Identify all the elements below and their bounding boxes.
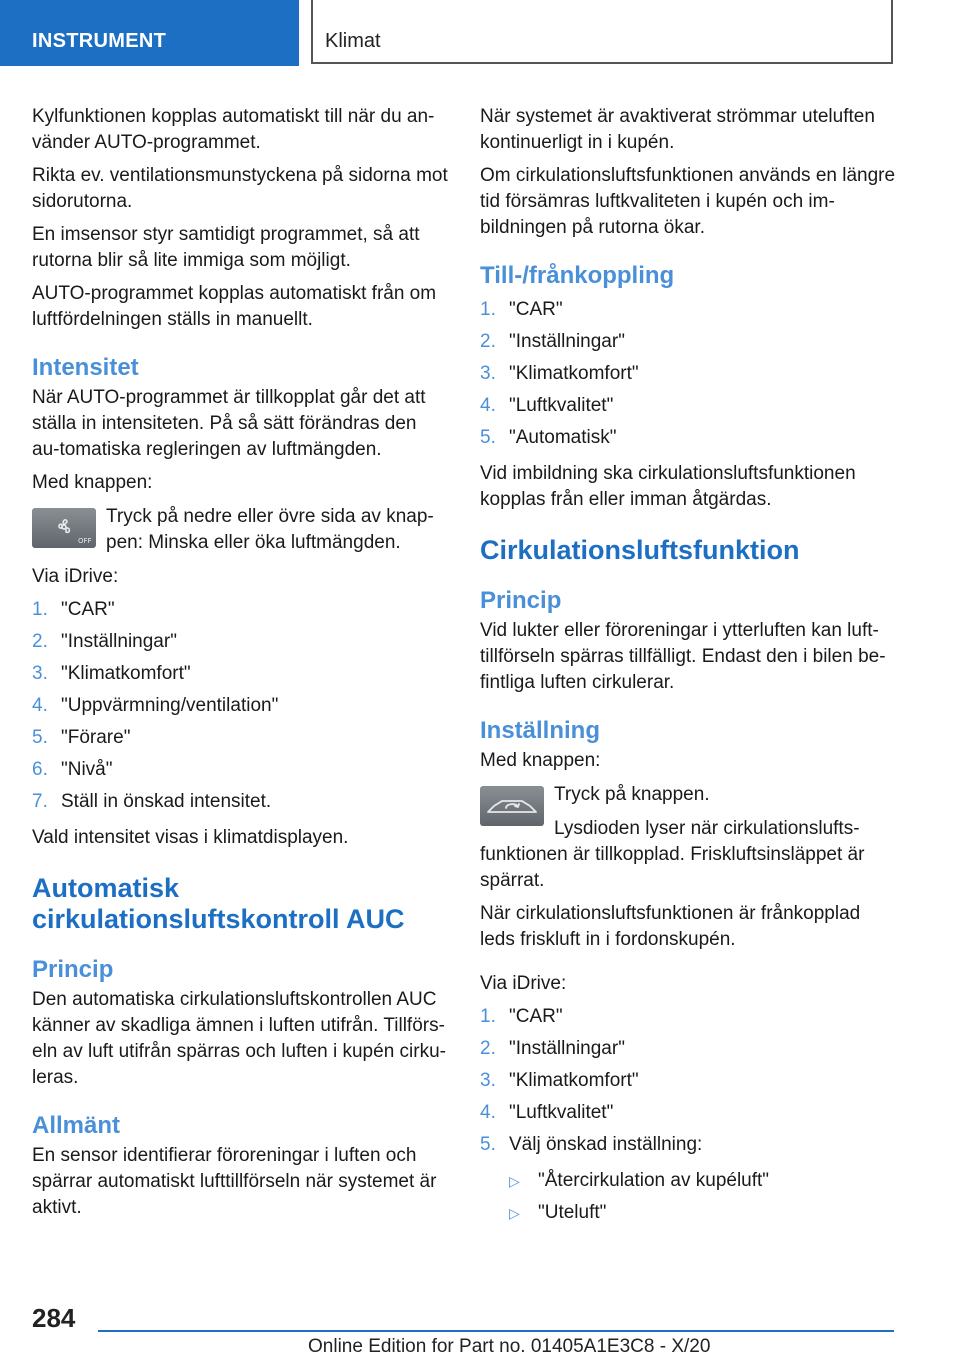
paragraph: Vald intensitet visas i klimatdisplayen. [32,827,349,848]
list-item: 3. "Klimatkomfort" [32,663,191,684]
heading-allmant: Allmänt [32,1112,121,1139]
idrive-steps-recirculation [480,1004,896,1164]
right-column [480,104,896,1232]
footer-divider [98,1330,894,1332]
fan-button-description: Tryck på nedre eller övre sida av knap-pen: Minska eller öka luftmängden. [106,506,434,553]
recirculation-options [480,1168,896,1232]
fan-button-icon [32,508,96,548]
recirculation-button-icon [480,786,544,826]
paragraph: Den automatiska cirkulationsluftskontrollen AUC känner av skadliga ämnen i luften utifrån. Tillförs-eln av luft utifrån spärras och luften i kupén cirku-leras. [32,989,446,1088]
paragraph: Rikta ev. ventilationsmunstyckena på sidorna mot sidorutorna. [32,165,448,212]
paragraph: Om cirkulationsluftsfunktionen används en längre tid försämras luftkvaliteten i kupén och im-bildningen på rutorna ökar. [480,165,896,238]
idrive-steps-intensity [32,597,448,821]
paragraph: När systemet är avaktiverat strömmar uteluften kontinuerligt in i kupén. [480,106,875,153]
heading-till-franko: Till-/frånkoppling [480,262,675,289]
paragraph: Vid lukter eller föroreningar i ytterluften kan luft-tillförseln spärras tillfälligt. Endast den i bilen be-fintliga luften cirkulerar. [480,620,886,693]
footer-edition: Online Edition for Part no. 01405A1E3C8 - X/20 [308,1336,711,1357]
list-item: 5. "Automatisk" [480,427,617,448]
fan-button-off-label: OFF [78,537,92,545]
list-item: 4. "Luftkvalitet" [480,395,614,416]
list-item: 3. "Klimatkomfort" [480,1070,639,1091]
paragraph: AUTO-programmet kopplas automatiskt från om luftfördelningen ställs in manuellt. [32,283,437,330]
chapter-tab [311,0,893,64]
sub-list-item: ▷ "Återcirkulation av kupéluft" [480,1168,896,1200]
section-tab [0,0,299,66]
sub-list-item: ▷ "Uteluft" [480,1200,896,1232]
list-item: 2. "Inställningar" [480,331,625,352]
chapter-title: Klimat [325,30,381,52]
page-number: 284 [32,1303,76,1333]
idrive-steps-auc [480,297,896,457]
left-column [32,104,448,1228]
paragraph: En imsensor styr samtidigt programmet, så att rutorna blir så lite immiga som möjligt. [32,224,420,271]
paragraph: Med knappen: [480,750,601,771]
section-title: INSTRUMENT [32,30,167,52]
paragraph: Via iDrive: [32,566,119,587]
list-item: 5. "Förare" [32,727,131,748]
list-item: 7. Ställ in önskad intensitet. [32,791,272,812]
heading-princip: Princip [480,587,562,614]
paragraph: När AUTO-programmet är tillkopplat går det att ställa in intensiteten. På så sätt förändras den au-tomatiska regleringen av luftmängden. [32,387,426,460]
paragraph: Via iDrive: [480,973,567,994]
paragraph: En sensor identifierar föroreningar i luften och spärrar automatiskt lufttillförseln när systemet är aktivt. [32,1145,437,1218]
heading-intensitet: Intensitet [32,354,139,381]
list-item: 2. "Inställningar" [32,631,177,652]
list-item: 1. "CAR" [480,299,563,320]
heading-cirkulation: Cirkulationsluftsfunktion [480,535,800,565]
fan-button-row [32,504,448,556]
recirculation-press-text: Tryck på knappen. [554,784,710,805]
paragraph: Vid imbildning ska cirkulationsluftsfunktionen kopplas från eller imman åtgärdas. [480,463,856,510]
list-item: 4. "Uppvärmning/ventilation" [32,695,279,716]
list-item: 2. "Inställningar" [480,1038,625,1059]
paragraph: Lysdioden lyser när cirkulationslufts-funktionen är tillkopplad. Friskluftsinsläppet är spärrat. [480,818,865,891]
list-item: 1. "CAR" [480,1006,563,1027]
list-item: 1. "CAR" [32,599,115,620]
heading-princip: Princip [32,956,114,983]
list-item: 5. Välj önskad inställning: [480,1134,703,1155]
recirculation-button-row [480,782,896,834]
paragraph: Kylfunktionen kopplas automatiskt till när du an-vänder AUTO-programmet. [32,106,435,153]
paragraph: Med knappen: [32,472,153,493]
heading-auc: Automatisk cirkulationsluftskontroll AUC [32,873,405,934]
triangle-bullet-icon: ▷ [509,1205,520,1221]
list-item: 6. "Nivå" [32,759,113,780]
triangle-bullet-icon: ▷ [509,1173,520,1189]
heading-installning: Inställning [480,717,600,744]
list-item: 3. "Klimatkomfort" [480,363,639,384]
paragraph: När cirkulationsluftsfunktionen är frånkopplad leds friskluft in i fordonskupén. [480,903,861,950]
list-item: 4. "Luftkvalitet" [480,1102,614,1123]
